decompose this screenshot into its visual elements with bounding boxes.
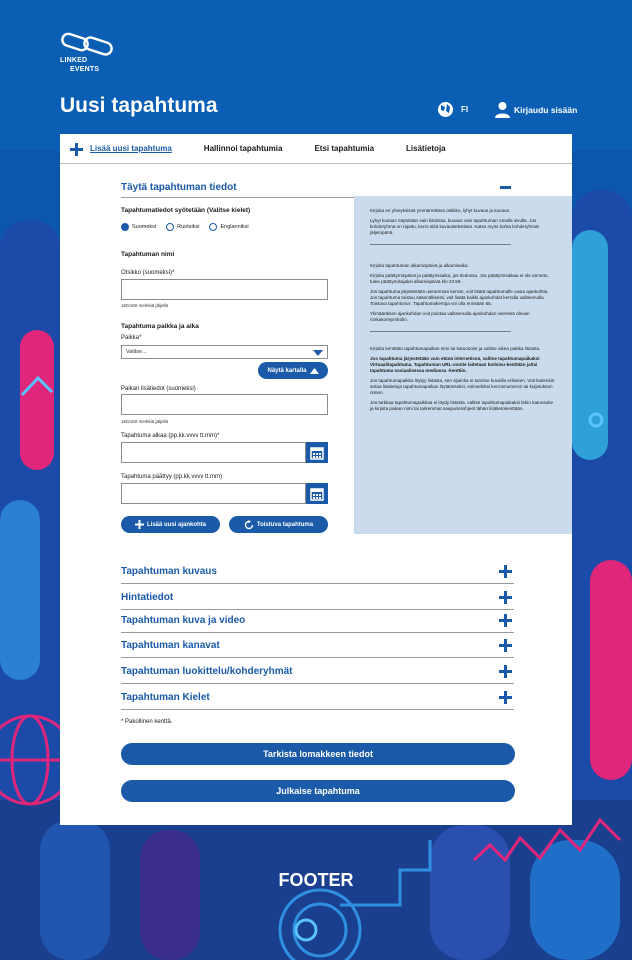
help-text: Lyhyt kuvaus näytetään vain listoissa, kuvaus vain tapahtuman omalla sivulla. Jos kohderyhmä on rajattu, kerro siitä kuvaustekstissä. Katso myös kohta kohderyhmät jäljempänä. <box>370 218 539 235</box>
place-select[interactable] <box>121 345 328 359</box>
plus-icon[interactable] <box>499 591 512 604</box>
accordion-categories[interactable] <box>121 659 514 684</box>
check-form-button[interactable] <box>121 743 515 765</box>
help-text: Jos tapahtuma järjestetään useamman kerran, voit lisätä tapahtumalle uusia ajankohtia. Jos tapahtuma toistuu säännöllisesti, voit lisätä kaikki ajankohdat kerralla valitsemalla Toistuva tapahtuma’. Tapahtumakertoja voi olla enintään 65. <box>370 289 549 306</box>
help-text: Kirjoita eri yhteyksissä ymmärrettävä otsikko, lyhyt kuvaus ja kuvaus. <box>370 208 511 213</box>
radio-finnish[interactable] <box>121 223 156 231</box>
accordion-title: Tapahtuman kuvaus <box>121 565 217 577</box>
radio-dot-checked[interactable] <box>121 223 129 231</box>
help-text: Ylimääräisen ajankohdan voit poistaa valitsemalla ajankohdan vieressä olevan roskakorisymbolin. <box>370 311 530 322</box>
accordion-image-video[interactable] <box>121 608 514 633</box>
add-time-label: Lisää uusi ajankohta <box>146 521 207 528</box>
radio-dot[interactable] <box>209 223 217 231</box>
plus-icon[interactable] <box>499 665 512 678</box>
nav-add-event[interactable] <box>70 143 172 155</box>
accordion-channels[interactable] <box>121 633 514 658</box>
radio-label: Englanniksi <box>220 224 249 230</box>
accordion-languages[interactable] <box>121 685 514 710</box>
nav-search-events[interactable]: Etsi tapahtumia <box>314 144 375 153</box>
accordion-title: Tapahtuman kuva ja video <box>121 614 246 626</box>
place-info-input[interactable] <box>121 394 328 415</box>
logo-line-1: LINKED <box>60 57 88 64</box>
place-info-label: Paikan lisätiedot (suomeksi) <box>121 386 196 392</box>
start-date-input[interactable] <box>121 442 306 463</box>
chevron-up-icon <box>310 368 319 374</box>
title-label: Otsikko (suomeksi)* <box>121 270 175 276</box>
language-selector[interactable] <box>437 101 468 118</box>
logo-text <box>60 56 99 74</box>
divider <box>370 331 511 332</box>
name-heading: Tapahtuman nimi <box>121 251 175 258</box>
end-date-label: Tapahtuma päättyy (pp.kk.vvvv tt.mm) <box>121 474 223 480</box>
publish-event-button[interactable] <box>121 780 515 802</box>
calendar-icon <box>310 487 324 501</box>
plus-icon <box>70 143 82 155</box>
section-title: Täytä tapahtuman tiedot <box>121 182 237 193</box>
help-panel <box>354 196 572 534</box>
language-radio-group <box>121 223 249 231</box>
nav-manage-events[interactable]: Hallinnoi tapahtumia <box>203 144 283 153</box>
add-time-button[interactable] <box>121 516 220 533</box>
plus-icon <box>135 520 144 529</box>
globe-icon <box>437 101 454 118</box>
calendar-icon <box>310 446 324 460</box>
publish-event-label: Julkaise tapahtuma <box>276 786 360 796</box>
radio-label: Ruotsiksi <box>177 224 200 230</box>
start-date-label: Tapahtuma alkaa (pp.kk.vvvv tt.mm)* <box>121 433 220 439</box>
radio-english[interactable] <box>209 223 248 231</box>
help-text: Kirjoita päättymispäivä ja päättymisaika, jos tiedossa. Jos päättymisaikaa ei ole annettu, tulee päättymisajaksi alkamispäivä klo 23.59. <box>370 273 549 284</box>
title-input[interactable] <box>121 279 328 300</box>
show-on-map-button[interactable] <box>258 362 328 379</box>
login-button[interactable] <box>494 101 577 118</box>
accordion-title: Hintatiedot <box>121 591 174 603</box>
help-text: Jos tapahtuma järjestetään vain etänä internetissä, valitse tapahtumapaikaksi Virtuaalitapahtuma. Tapahtuman URL-osoite laitetaan kotisivu-kenttään ja/tai tapahtuma sosiaalisessa mediassa -kenttiin. <box>370 356 540 373</box>
plus-icon[interactable] <box>499 565 512 578</box>
language-label: FI <box>461 105 469 114</box>
nav-add-event-label: Lisää uusi tapahtuma <box>90 144 172 153</box>
help-text: Kirjoita kenttään tapahtumapaikan nimi tai katuosoite ja valitse oikea paikka listasta. <box>370 346 541 351</box>
login-label: Kirjaudu sisään <box>514 104 578 115</box>
footer-label: FOOTER <box>278 870 354 890</box>
place-select-value: Valitse... <box>126 349 147 355</box>
plus-icon[interactable] <box>499 614 512 627</box>
section-header-event-details[interactable] <box>121 178 514 198</box>
page-title: Uusi tapahtuma <box>60 94 218 117</box>
end-date-input[interactable] <box>121 483 306 504</box>
nav-more-info[interactable]: Lisätietoja <box>406 144 446 153</box>
radio-swedish[interactable] <box>166 223 199 231</box>
help-text: Kirjoita tapahtuman alkamispäivä ja alkamisaika. <box>370 263 469 268</box>
required-note: * Pakollinen kenttä. <box>121 719 173 725</box>
user-icon <box>494 101 511 118</box>
accordion-title: Tapahtuman Kielet <box>121 691 210 703</box>
divider <box>370 244 511 245</box>
help-text: Jos tapahtumapaikka löytyy listasta, sen sijaintia ei tarvitse kuvailla erikseen. Voit kuitenkin antaa lisätietoja tapahtumapaikan löytämiseksi, esimerkiksi kerrosnumeron tai kuljetuksen nimen. <box>370 378 555 395</box>
accordion-title: Tapahtuman kanavat <box>121 639 220 651</box>
title-counter: 160/160 merkkiä jäljellä <box>121 303 169 308</box>
recurring-event-label: Toistuva tapahtuma <box>256 521 314 528</box>
accordion-price[interactable] <box>121 585 514 610</box>
place-label: Paikka* <box>121 335 142 341</box>
start-calendar-button[interactable] <box>306 442 328 463</box>
show-on-map-label: Näytä kartalla <box>267 367 307 374</box>
help-text: Jos tarkkaa tapahtumapaikkaa ei löydy listasta, valitse tapahtumapaikaksi lähin katuosoite ja kirjoita paikan nimi tai tarkemmat saapumisohjeet tähän lisätietokenttään. <box>370 400 554 411</box>
plus-icon[interactable] <box>499 691 512 704</box>
place-heading: Tapahtuma paikka ja aika <box>121 323 199 330</box>
end-calendar-button[interactable] <box>306 483 328 504</box>
radio-label: Suomeksi <box>132 224 157 230</box>
logo-line-2: EVENTS <box>70 66 100 73</box>
chevron-down-icon <box>313 350 323 356</box>
accordion-title: Tapahtuman luokittelu/kohderyhmät <box>121 665 293 677</box>
accordion-description[interactable] <box>121 559 514 584</box>
check-form-label: Tarkista lomakkeen tiedot <box>263 749 373 759</box>
refresh-icon <box>244 520 254 530</box>
minus-icon[interactable] <box>500 186 511 189</box>
languages-label: Tapahtumatiedot syötetään (Valitse kielet) <box>121 207 251 214</box>
place-info-counter: 160/160 merkkiä jäljellä <box>121 419 169 424</box>
main-card <box>60 134 572 825</box>
radio-dot[interactable] <box>166 223 174 231</box>
linked-events-logo[interactable] <box>58 30 120 80</box>
plus-icon[interactable] <box>499 639 512 652</box>
top-nav <box>60 134 572 164</box>
recurring-event-button[interactable] <box>229 516 328 533</box>
